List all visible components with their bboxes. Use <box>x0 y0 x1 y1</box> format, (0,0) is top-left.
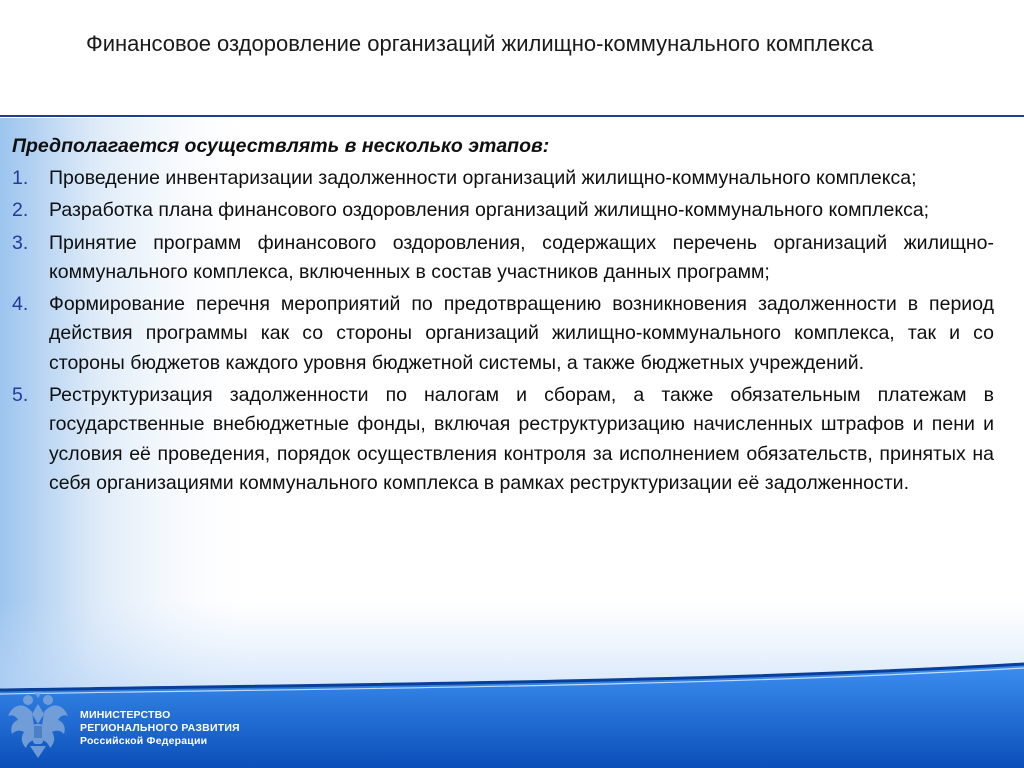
stage-item <box>12 381 994 498</box>
stage-text: Разработка плана финансового оздоровления организаций жилищно-коммунального комплекса; <box>49 199 930 222</box>
stage-text: Формирование перечня мероприятий по предотвращению возникновения задолженности в период действия программы как со стороны организаций жилищно-коммунального комплекса, так и со стороны бюджетов каждого уровня бюджетной системы, а также бюджетных учреждений. <box>49 293 994 374</box>
stage-item <box>12 229 994 288</box>
ministry-line-3: Российской Федерации <box>80 735 208 747</box>
slide-content <box>12 132 994 501</box>
stage-number: 2. <box>12 199 29 222</box>
stage-item <box>12 196 994 225</box>
ministry-line-1: МИНИСТЕРСТВО <box>80 709 171 721</box>
stage-number: 4. <box>12 293 29 316</box>
stage-number: 5. <box>12 384 29 407</box>
stage-number: 3. <box>12 231 29 254</box>
stage-item <box>12 290 994 378</box>
stages-intro: Предполагается осуществлять в несколько этапов: <box>12 135 550 157</box>
stages-list <box>12 164 994 498</box>
slide-title: Финансовое оздоровление организаций жилищно-коммунального комплекса <box>86 31 874 56</box>
ministry-line-2: РЕГИОНАЛЬНОГО РАЗВИТИЯ <box>80 722 240 734</box>
stage-text: Реструктуризация задолженности по налогам и сборам, а также обязательным платежам в государственные внебюджетные фонды, включая реструктуризацию начисленных штрафов и пени и условия её проведения, порядок осуществления контроля за исполнением обязательств, принятых на себя организациями коммунального комплекса в рамках реструктуризации её задолженности. <box>49 384 994 494</box>
stage-text: Проведение инвентаризации задолженности организаций жилищно-коммунального комплекса; <box>49 167 917 189</box>
ministry-caption <box>80 709 240 748</box>
coat-of-arms-icon <box>4 690 72 762</box>
stage-item <box>12 164 994 193</box>
stage-text: Принятие программ финансового оздоровления, содержащих перечень организаций жилищно-коммунального комплекса, включенных в состав участников данных программ; <box>49 231 994 283</box>
stage-number: 1. <box>12 167 29 189</box>
